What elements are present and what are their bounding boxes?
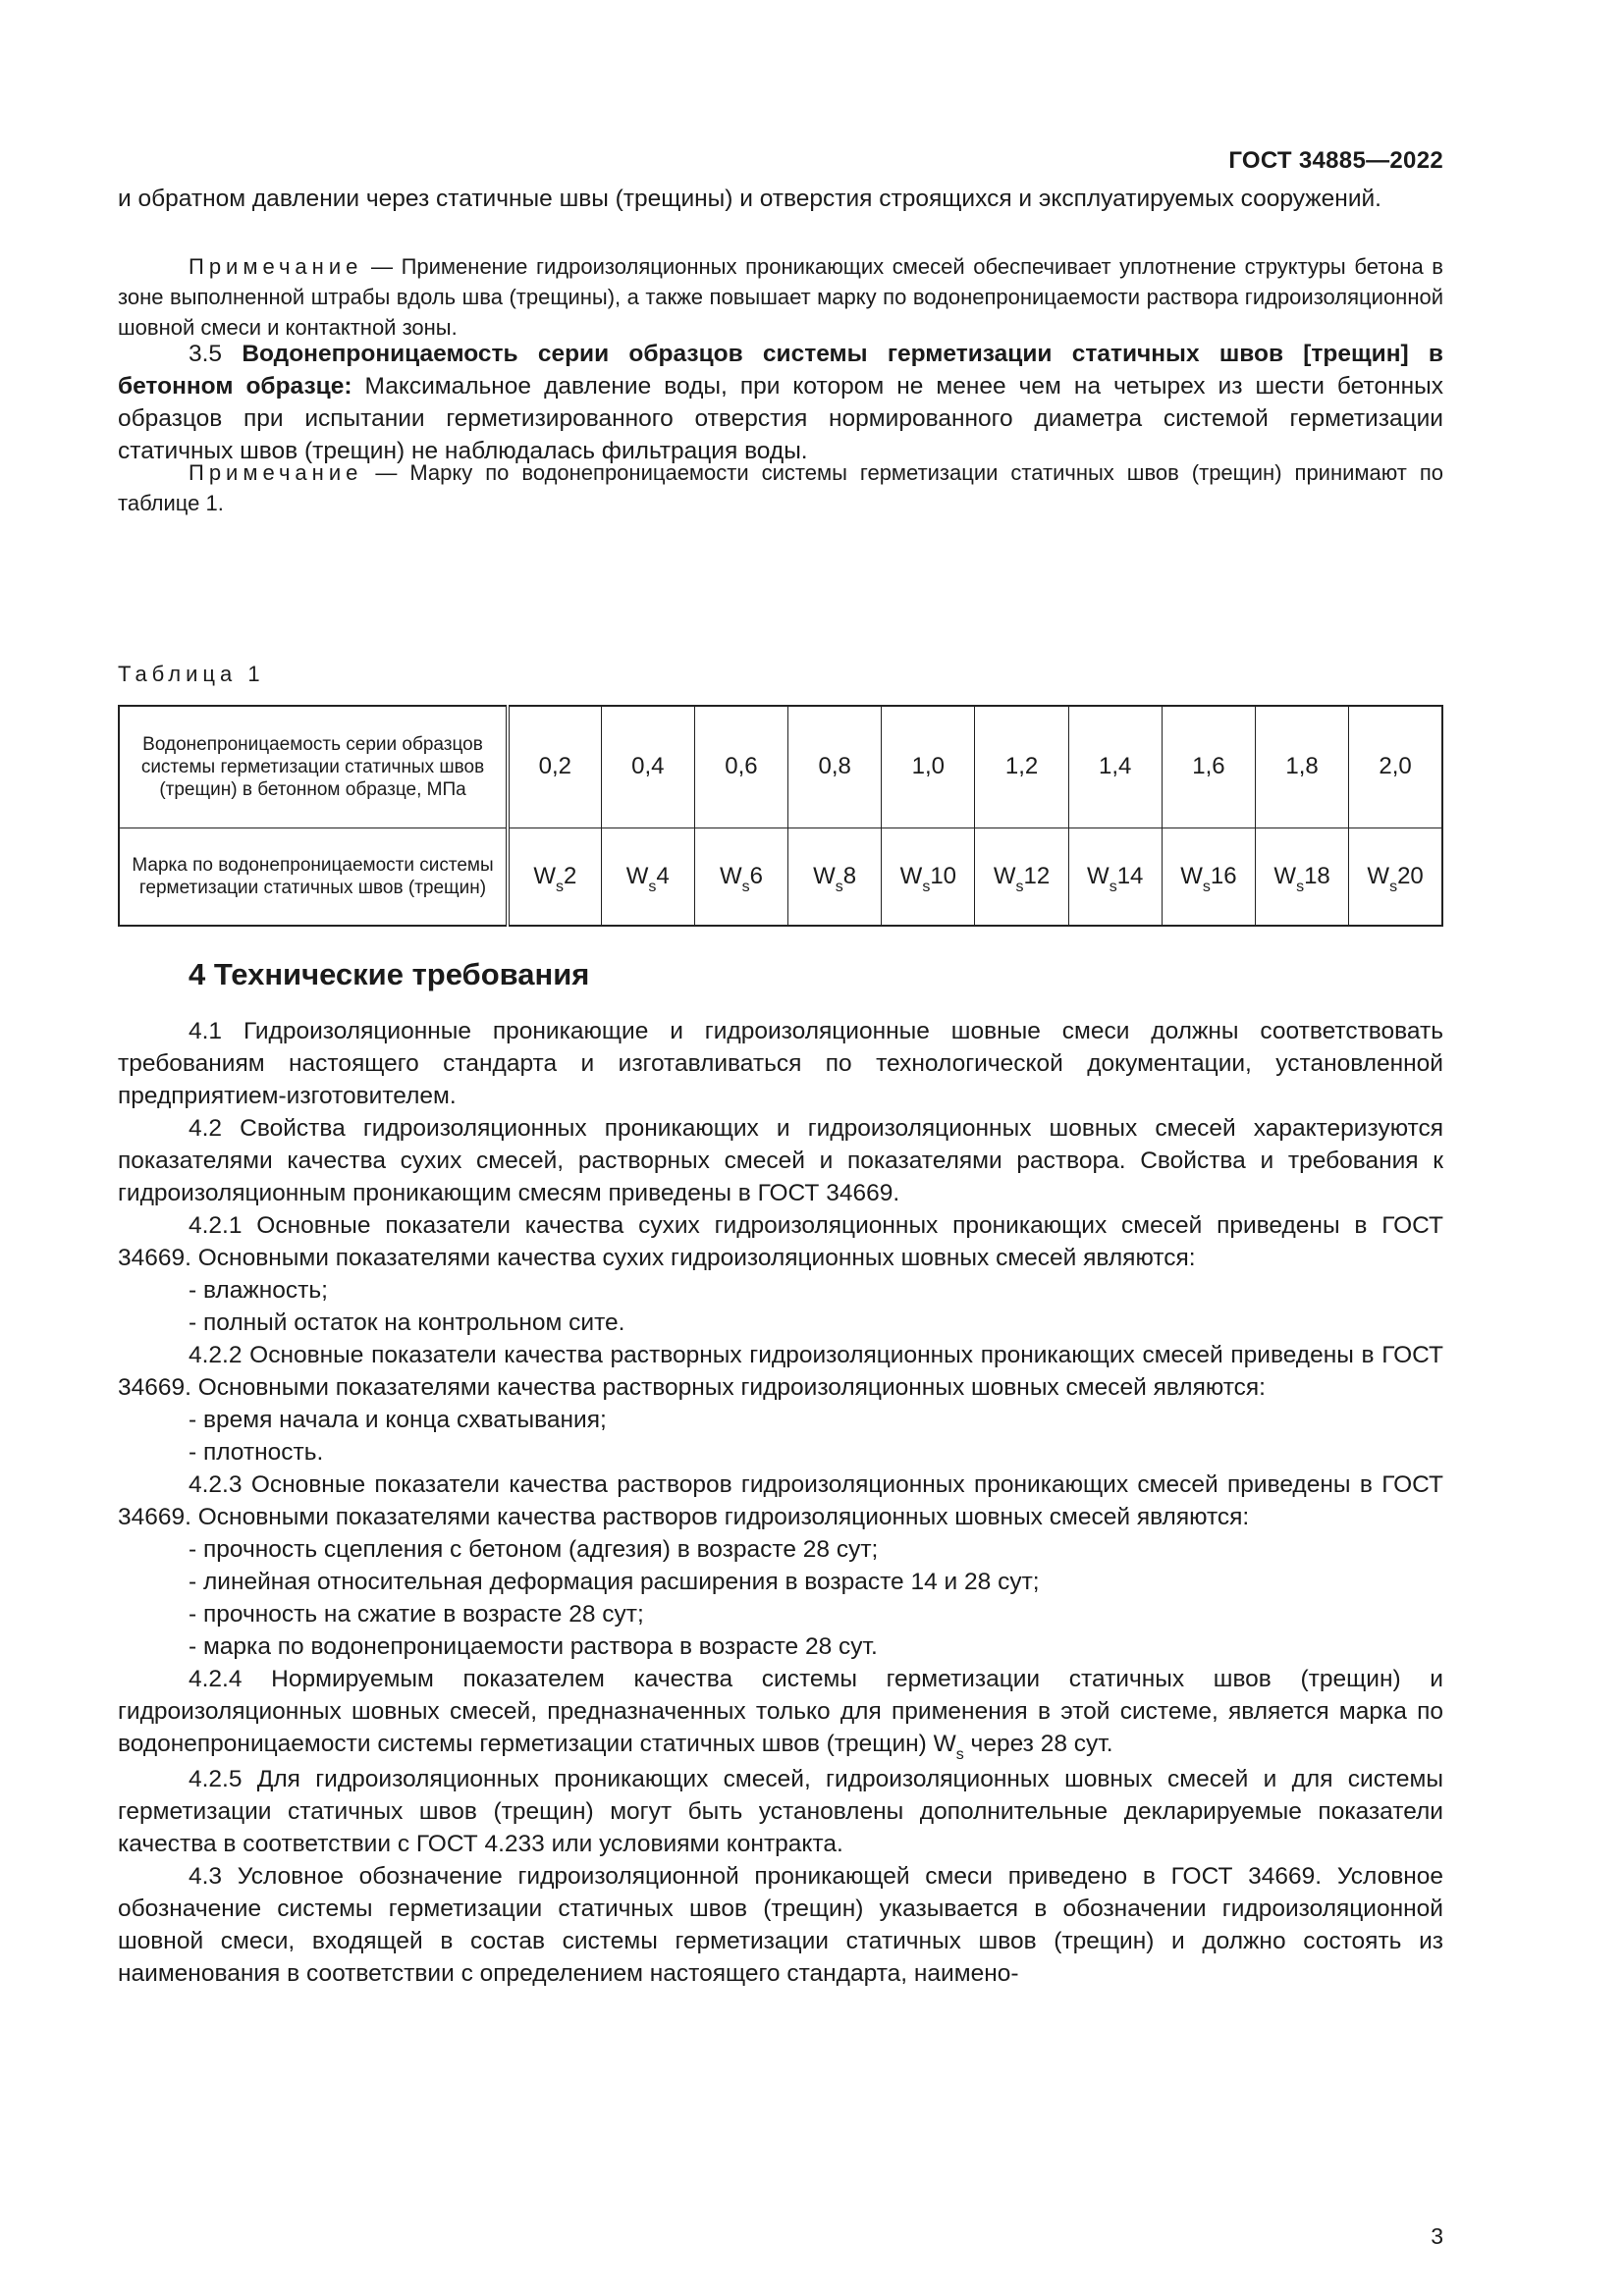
note-text: — Применение гидроизоляционных проникающих смесей обеспечивает уплотнение структуры бетона в зоне выполненной штрабы вдоль шва (трещины), а также повышает марку по водонепроницаемости раствора гидроизоляционной шовной смеси и контактной зоны.: [118, 254, 1443, 340]
clause-4-2-5: 4.2.5 Для гидроизоляционных проникающих смесей, гидроизоляционных шовных смесей и для системы герметизации статичных швов (трещин) могут быть установлены дополнительные декларируемые показатели качества в соответствии с ГОСТ 4.233 или условиями контракта.: [118, 1766, 1443, 1857]
clause-4-2-4: 4.2.4 Нормируемым показателем качества системы герметизации статичных швов (трещин) и гидроизоляционных шовных смесей, предназначенных только для применения в этой системе, является марка по водонепроницаемости системы герметизации статичных швов (трещин) $W_s$ через 28 сут.: [118, 1666, 1443, 1763]
note-label: Примечание: [189, 254, 363, 279]
note-label: Примечание: [189, 460, 363, 485]
row-label-pressure: Водонепроницаемость серии образцов системы герметизации статичных швов (трещин) в бетонном образце, МПа: [119, 706, 508, 828]
table-cell: $W_s6$: [694, 828, 787, 926]
clause-4-2-2: 4.2.2 Основные показатели качества растворных гидроизоляционных проникающих смесей приведены в ГОСТ 34669. Основными показателями качества растворных гидроизоляционных шовных смесей являются:: [118, 1342, 1443, 1401]
list-item: - плотность.: [189, 1439, 324, 1466]
list-item: - полный остаток на контрольном сите.: [189, 1309, 625, 1336]
table-cell: 0,2: [508, 706, 601, 828]
clause-4-2-3: 4.2.3 Основные показатели качества растворов гидроизоляционных проникающих смесей приведены в ГОСТ 34669. Основными показателями качества растворов гидроизоляционных шовных смесей являются:: [118, 1471, 1443, 1530]
table-cell: 2,0: [1349, 706, 1442, 828]
list-item: - время начала и конца схватывания;: [189, 1407, 607, 1433]
table-cell: $W_s4$: [601, 828, 694, 926]
table-1: [118, 705, 1443, 927]
table-cell: 1,2: [975, 706, 1068, 828]
table-cell: 0,4: [601, 706, 694, 828]
table-cell: 0,6: [694, 706, 787, 828]
document-code-header: ГОСТ 34885—2022: [1228, 147, 1443, 174]
row-label-grade: Марка по водонепроницаемости системы герметизации статичных швов (трещин): [119, 828, 508, 926]
table-cell: 1,8: [1256, 706, 1349, 828]
clause-number: 3.5: [189, 341, 243, 367]
section-4-body: [118, 1015, 1443, 1990]
list-item: - линейная относительная деформация расширения в возрасте 14 и 28 сут;: [189, 1569, 1040, 1595]
table-cell: 0,8: [788, 706, 882, 828]
clause-4-3: 4.3 Условное обозначение гидроизоляционной проникающей смеси приведено в ГОСТ 34669. Условное обозначение системы герметизации статичных швов (трещин) указывается в обозначении гидроизоляционной шовной смеси, входящей в состав системы герметизации статичных швов (трещин) и должно состоять из наименования в соответствии с определением настоящего стандарта, наимено-: [118, 1863, 1443, 1987]
table-cell: $W_s10$: [882, 828, 975, 926]
list-item: - влажность;: [189, 1277, 328, 1304]
table-row-grade: [119, 828, 1442, 926]
note-1: [118, 251, 1443, 343]
note-text: — Марку по водонепроницаемости системы герметизации статичных швов (трещин) принимают по таблице 1.: [118, 460, 1443, 515]
table-row-pressure: [119, 706, 1442, 828]
continued-paragraph: и обратном давлении через статичные швы (трещины) и отверстия строящихся и эксплуатируемых сооружений.: [118, 186, 1381, 212]
table-cell: $W_s18$: [1256, 828, 1349, 926]
table-cell: $W_s2$: [508, 828, 601, 926]
clause-4-2: 4.2 Свойства гидроизоляционных проникающих и гидроизоляционных шовных смесей характеризуются показателями качества сухих смесей, растворных смесей и показателями раствора. Свойства и требования к гидроизоляционным проникающим смесям приведены в ГОСТ 34669.: [118, 1115, 1443, 1206]
table-cell: $W_s16$: [1162, 828, 1255, 926]
table-cell: $W_s8$: [788, 828, 882, 926]
table-cell: 1,6: [1162, 706, 1255, 828]
clause-4-1: 4.1 Гидроизоляционные проникающие и гидроизоляционные шовные смеси должны соответствовать требованиям настоящего стандарта и изготавливаться по технологической документации, установленной предприятием-изготовителем.: [118, 1018, 1443, 1109]
definition-text: Максимальное давление воды, при котором не менее чем на четырех из шести бетонных образцов при испытании герметизированного отверстия нормированного диаметра системой герметизации статичных швов (трещин) не наблюдалась фильтрация воды.: [118, 373, 1443, 464]
table-cell: $W_s12$: [975, 828, 1068, 926]
section-heading: 4 Технические требования: [189, 957, 590, 991]
table-cell: 1,4: [1068, 706, 1162, 828]
definition-3-5: [118, 338, 1443, 467]
list-item: - прочность на сжатие в возрасте 28 сут;: [189, 1601, 644, 1628]
table-cell: $W_s14$: [1068, 828, 1162, 926]
page-number: 3: [1431, 2223, 1443, 2249]
list-item: - марка по водонепроницаемости раствора в возрасте 28 сут.: [189, 1633, 878, 1660]
note-2: [118, 457, 1443, 518]
table-cell: $W_s20$: [1349, 828, 1442, 926]
table-cell: 1,0: [882, 706, 975, 828]
list-item: - прочность сцепления с бетоном (адгезия) в возрасте 28 сут;: [189, 1536, 879, 1563]
clause-4-2-1: 4.2.1 Основные показатели качества сухих гидроизоляционных проникающих смесей приведены в ГОСТ 34669. Основными показателями качества сухих гидроизоляционных шовных смесей являются:: [118, 1212, 1443, 1271]
table-caption: Таблица 1: [118, 662, 265, 686]
defined-term: Водонепроницаемость серии образцов системы герметизации статичных швов [трещин] в бетонном образце:: [118, 341, 1443, 400]
